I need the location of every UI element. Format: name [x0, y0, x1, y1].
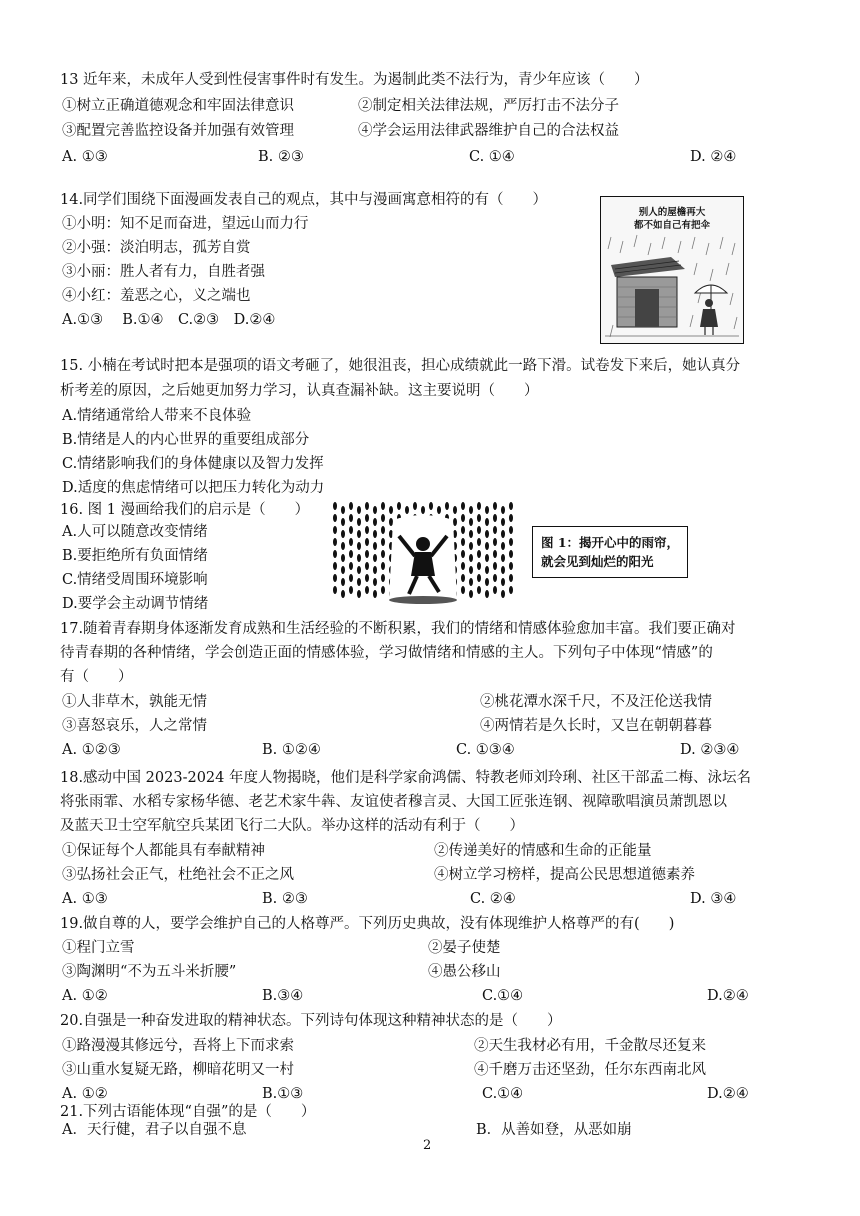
q16-choice-b: B.要拒绝所有负面情绪	[62, 548, 208, 564]
q13-choice-d: D. ②④	[690, 149, 737, 165]
q18-option-1: ①保证每个人都能具有奉献精神	[62, 843, 265, 859]
q16-figure-caption	[532, 526, 688, 578]
q17-option-2: ②桃花潭水深千尺，不及汪伦送我情	[480, 694, 712, 710]
q17-option-3: ③喜怒哀乐，人之常情	[62, 718, 207, 734]
q21-choice-b: B．从善如登，从恶如崩	[476, 1122, 632, 1138]
q14-cartoon-caption-line1: 别人的屋檐再大	[638, 207, 706, 218]
q17-choice-c: C. ①③④	[456, 742, 515, 758]
q18-choice-b: B. ②③	[262, 891, 308, 907]
q19-option-3: ③陶渊明“不为五斗米折腰”	[62, 964, 237, 980]
q19-choice-d: D.②④	[707, 988, 749, 1004]
q13-option-1: ①树立正确道德观念和牢固法律意识	[62, 98, 294, 114]
q14-stem: 14.同学们围绕下面漫画发表自己的观点，其中与漫画寓意相符的有（ ）	[60, 192, 548, 208]
q19-option-1: ①程门立雪	[62, 940, 135, 956]
q20-choice-a: A. ①②	[62, 1086, 108, 1102]
q19-option-2: ②晏子使楚	[428, 940, 501, 956]
rain-curtain-child-icon	[331, 500, 514, 608]
q16-choice-c: C.情绪受周围环境影响	[62, 572, 208, 588]
q18-option-4: ④树立学习榜样，提高公民思想道德素养	[434, 867, 695, 883]
q16-caption-line2: 就会见到灿烂的阳光	[541, 554, 654, 569]
q21-stem: 21.下列古语能体现“自强”的是（ ）	[60, 1104, 316, 1120]
q13-option-2: ②制定相关法律法规，严厉打击不法分子	[358, 98, 619, 114]
q13-stem: 13 近年来，未成年人受到性侵害事件时有发生。为遏制此类不法行为，青少年应该（ ）	[60, 72, 649, 88]
q16-choice-d: D.要学会主动调节情绪	[62, 596, 209, 612]
q18-stem-line3: 及蓝天卫士空军航空兵某团飞行二大队。举办这样的活动有利于（ ）	[60, 818, 524, 834]
q17-choice-a: A. ①②③	[62, 742, 121, 758]
q20-choice-c: C.①④	[482, 1086, 524, 1102]
q18-option-2: ②传递美好的情感和生命的正能量	[434, 843, 652, 859]
q15-choice-a: A.情绪通常给人带来不良体验	[62, 408, 252, 424]
q18-choice-d: D. ③④	[690, 891, 737, 907]
q13-choice-b: B. ②③	[258, 149, 304, 165]
q17-stem-line2: 待青春期的各种情绪，学会创造正面的情感体验，学习做情绪和情感的主人。下列句子中体现“情感”的	[60, 645, 713, 661]
q17-option-1: ①人非草木，孰能无情	[62, 694, 207, 710]
q21-choice-a: A．天行健，君子以自强不息	[62, 1122, 247, 1138]
q14-option-2: ②小强：淡泊明志，孤芳自赏	[62, 240, 251, 256]
q16-stem: 16. 图 1 漫画给我们的启示是（ ）	[60, 502, 310, 518]
q17-choice-d: D. ②③④	[680, 742, 740, 758]
q19-choice-a: A. ①②	[62, 988, 108, 1004]
q17-option-4: ④两情若是久长时，又岂在朝朝暮暮	[480, 718, 712, 734]
q20-option-4: ④千磨万击还坚劲，任尔东西南北风	[474, 1062, 706, 1078]
q14-choices: A.①③ B.①④ C.②③ D.②④	[62, 312, 276, 328]
q15-choice-b: B.情绪是人的内心世界的重要组成部分	[62, 432, 310, 448]
q18-option-3: ③弘扬社会正气，杜绝社会不正之风	[62, 867, 294, 883]
q19-choice-b: B.③④	[262, 988, 304, 1004]
q15-choice-d: D.适度的焦虑情绪可以把压力转化为动力	[62, 480, 325, 496]
q17-stem-line1: 17.随着青春期身体逐渐发育成熟和生活经验的不断积累，我们的情绪和情感体验愈加丰富。我们要正确对	[60, 621, 736, 637]
q14-cartoon-caption-line2: 都不如自己有把伞	[633, 220, 710, 231]
q20-stem: 20.自强是一种奋发进取的精神状态。下列诗句体现这种精神状态的是（ ）	[60, 1013, 562, 1029]
q14-option-4: ④小红：羞恶之心，义之端也	[62, 288, 251, 304]
q19-choice-c: C.①④	[482, 988, 524, 1004]
q17-stem-line3: 有（ ）	[60, 669, 133, 685]
q13-choice-c: C. ①④	[469, 149, 515, 165]
page-number: 2	[423, 1138, 432, 1153]
q18-stem-line1: 18.感动中国 2023-2024 年度人物揭晓，他们是科学家俞鸿儒、特教老师刘玲琍、社区干部孟二梅、泳坛名	[60, 770, 751, 786]
q20-choice-d: D.②④	[707, 1086, 749, 1102]
q16-caption-line1: 图 1：揭开心中的雨帘，	[541, 535, 680, 550]
q20-option-2: ②天生我材必有用，千金散尽还复来	[474, 1038, 706, 1054]
q20-option-1: ①路漫漫其修远兮，吾将上下而求索	[62, 1038, 294, 1054]
q14-cartoon	[600, 196, 744, 344]
q15-stem-line1: 15. 小楠在考试时把本是强项的语文考砸了，她很沮丧，担心成绩就此一路下滑。试卷发下来后，她认真分	[60, 358, 741, 374]
q16-rain-curtain-illustration	[331, 500, 514, 608]
q20-option-3: ③山重水复疑无路，柳暗花明又一村	[62, 1062, 294, 1078]
q13-option-3: ③配置完善监控设备并加强有效管理	[62, 123, 294, 139]
q19-option-4: ④愚公移山	[428, 964, 501, 980]
q16-choice-a: A.人可以随意改变情绪	[62, 524, 208, 540]
q15-stem-line2: 析考差的原因，之后她更加努力学习，认真查漏补缺。这主要说明（ ）	[60, 383, 539, 399]
q20-choice-b: B.①③	[262, 1086, 304, 1102]
q18-choice-c: C. ②④	[470, 891, 516, 907]
q15-choice-c: C.情绪影响我们的身体健康以及智力发挥	[62, 456, 324, 472]
q14-option-1: ①小明：知不足而奋进，望远山而力行	[62, 216, 309, 232]
q14-option-3: ③小丽：胜人者有力，自胜者强	[62, 264, 265, 280]
q19-stem: 19.做自尊的人，要学会维护自己的人格尊严。下列历史典故，没有体现维护人格尊严的有( )	[60, 916, 675, 932]
q13-choice-a: A. ①③	[62, 149, 108, 165]
q13-option-4: ④学会运用法律武器维护自己的合法权益	[358, 123, 619, 139]
q18-stem-line2: 将张雨霏、水稻专家杨华德、老艺术家牛犇、友谊使者穆言灵、大国工匠张连钢、视障歌唱演员萧凯恩以	[60, 794, 727, 810]
q17-choice-b: B. ①②④	[262, 742, 321, 758]
rain-house-girl-illustration	[601, 197, 743, 343]
q18-choice-a: A. ①③	[62, 891, 108, 907]
